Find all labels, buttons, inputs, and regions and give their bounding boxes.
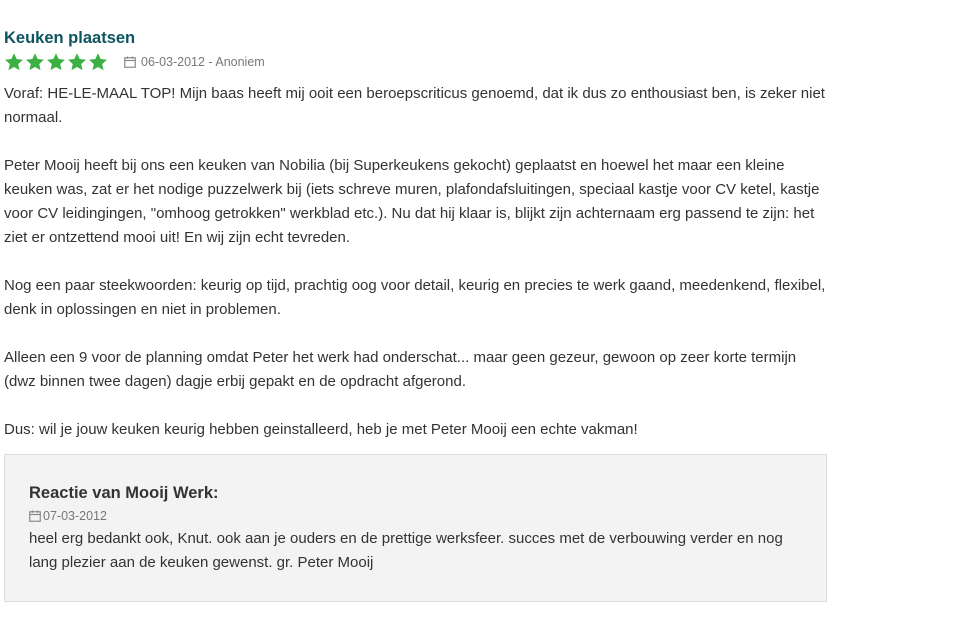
- review: [4, 26, 830, 442]
- owner-reply: [4, 454, 827, 602]
- review-title: Keuken plaatsen: [4, 29, 136, 47]
- star-icon: [67, 52, 87, 72]
- calendar-icon: [29, 510, 43, 522]
- review-paragraph: Peter Mooij heeft bij ons een keuken van Nobilia (bij Superkeukens gekocht) geplaatst en hoewel het maar een kleine keuken was, zat er het nodige puzzelwerk bij (iets schreve muren, plafondafsluitingen, speciaal kastje voor CV ketel, kastje voor CV leidingingen, "omhoog getrokken" werkblad etc.). Nu dat hij klaar is, blijkt zijn achternaam erg passend te zijn: het ziet er ontzettend mooi uit! En wij zijn echt tevreden.: [4, 157, 820, 246]
- review-date-author: 06-03-2012 - Anoniem: [141, 55, 265, 69]
- reply-date: 07-03-2012: [43, 509, 107, 523]
- review-body: [4, 82, 830, 442]
- review-meta-row: [4, 50, 830, 74]
- star-icon: [88, 52, 108, 72]
- review-paragraph: Voraf: HE-LE-MAAL TOP! Mijn baas heeft mij ooit een beroepscriticus genoemd, dat ik dus zo enthousiast ben, is zeker niet normaal.: [4, 85, 825, 126]
- rating-stars: [4, 52, 108, 72]
- reply-text: heel erg bedankt ook, Knut. ook aan je ouders en de prettige werksfeer. succes met de verbouwing verder en nog lang plezier aan de keuken gewenst. gr. Peter Mooij: [29, 530, 783, 571]
- review-paragraph: Dus: wil je jouw keuken keurig hebben geinstalleerd, heb je met Peter Mooij een echte vakman!: [4, 421, 638, 438]
- reply-meta: [29, 509, 802, 523]
- reply-title: Reactie van Mooij Werk:: [29, 484, 219, 502]
- review-meta: [124, 55, 265, 69]
- star-icon: [25, 52, 45, 72]
- star-icon: [4, 52, 24, 72]
- calendar-icon: [124, 56, 141, 68]
- star-icon: [46, 52, 66, 72]
- review-paragraph: Alleen een 9 voor de planning omdat Peter het werk had onderschat... maar geen gezeur, gewoon op zeer korte termijn (dwz binnen twee dagen) dagje erbij gepakt en de opdracht afgerond.: [4, 349, 797, 390]
- review-paragraph: Nog een paar steekwoorden: keurig op tijd, prachtig oog voor detail, keurig en precies te werk gaand, meedenkend, flexibel, denk in oplossingen en niet in problemen.: [4, 277, 826, 318]
